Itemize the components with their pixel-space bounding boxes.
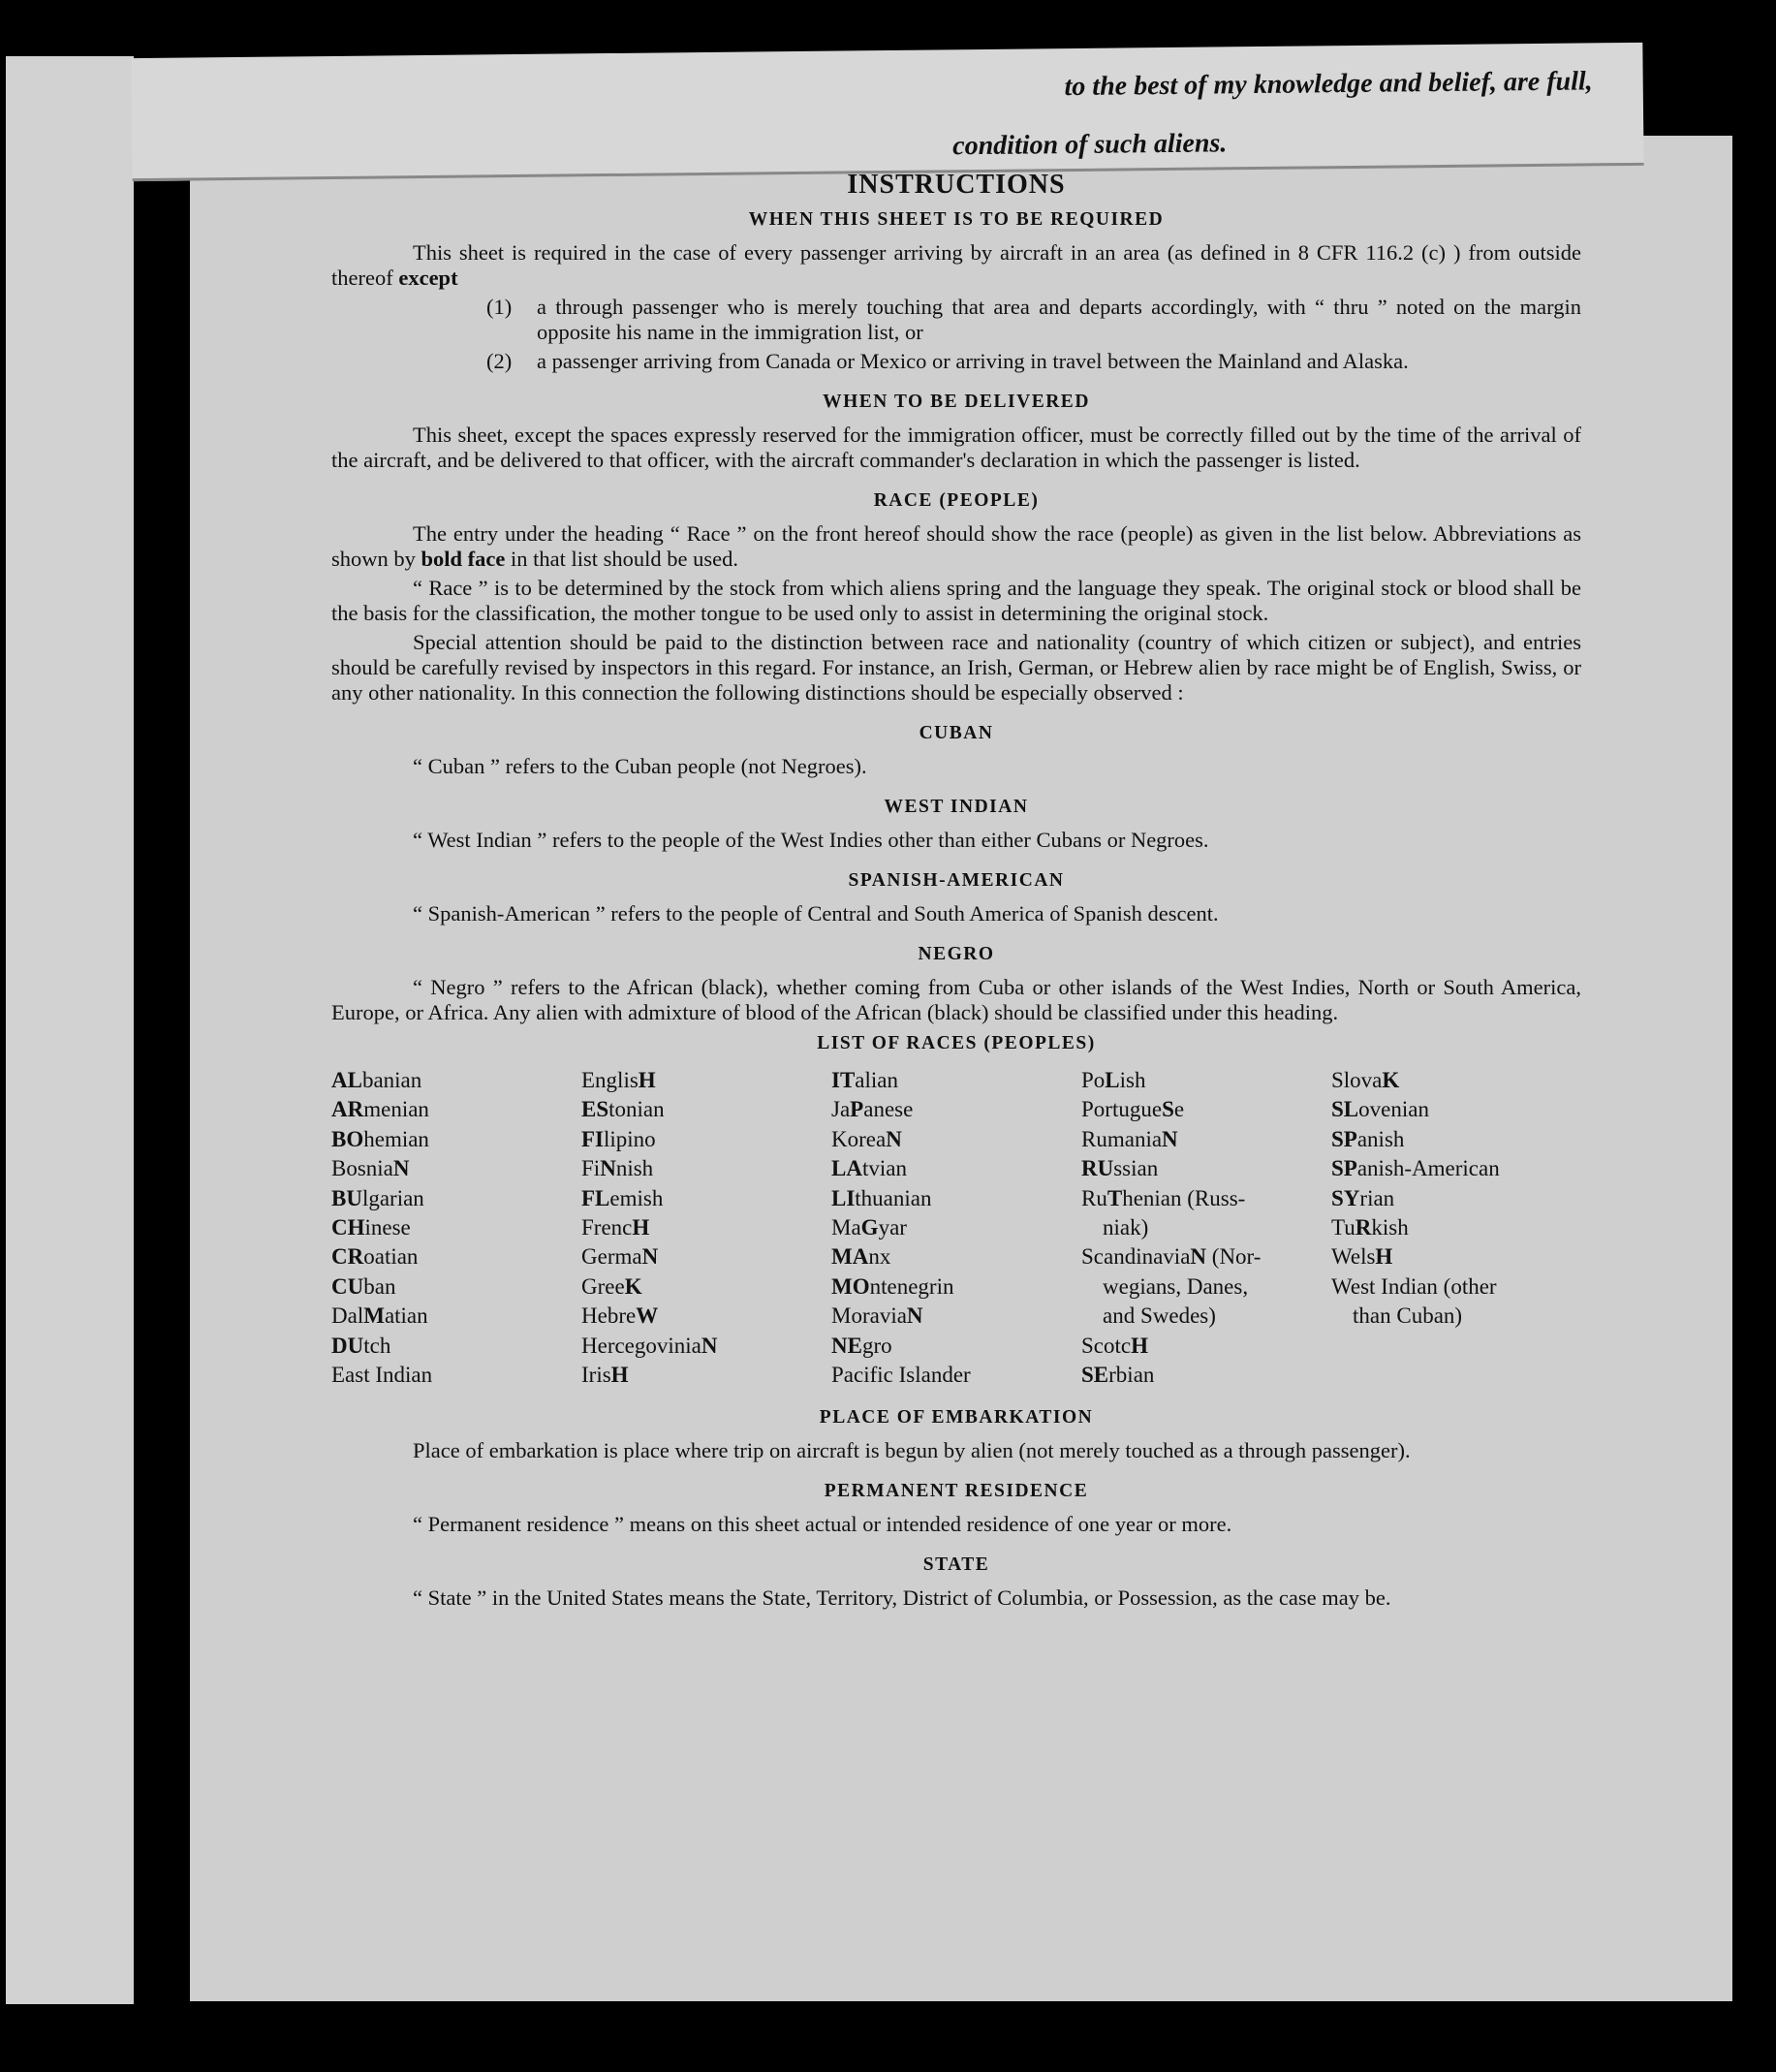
race-entry: EStonian (581, 1097, 665, 1122)
race-entry: and Swedes) (1103, 1303, 1216, 1329)
race-entry: DUtch (331, 1333, 391, 1358)
race-entry: CUban (331, 1273, 396, 1299)
race-entry: FLemish (581, 1185, 664, 1210)
race-entry: MOntenegrin (831, 1273, 954, 1299)
page-title: INSTRUCTIONS (847, 170, 1066, 200)
required-paragraph: This sheet is required in the case of every passenger arriving by aircraft in an area (as defined in 8 CFR 116.2 (c) ) from outside thereof except (331, 240, 1581, 290)
race-entry: NEgro (831, 1333, 892, 1358)
race-entry: DalMatian (331, 1303, 428, 1329)
delivered-paragraph: This sheet, except the spaces expressly reserved for the immigration officer, must be correctly filled out by the time of the arrival of the aircraft, and be delivered to that officer, with the aircraft commander's declaration in which the passenger is listed. (331, 423, 1581, 472)
race-entry: RumaniaN (1081, 1126, 1178, 1151)
race-paragraph-1: The entry under the heading “ Race ” on the front hereof should show the race (people) as given in the list below. Abbreviations as shown by bold face in that list should be used. (331, 521, 1581, 571)
race-entry: BOhemian (331, 1126, 429, 1151)
cuban-paragraph: “ Cuban ” refers to the Cuban people (not Negroes). (413, 754, 867, 778)
race-entry: wegians, Danes, (1103, 1273, 1249, 1299)
heading-delivered: WHEN TO BE DELIVERED (823, 392, 1090, 412)
race-entry: FrencH (581, 1215, 650, 1240)
race-entry: FIlipino (581, 1126, 656, 1151)
tab-line-2: condition of such aliens. (952, 128, 1228, 162)
race-entry: SPanish (1331, 1126, 1405, 1151)
race-entry: BUlgarian (331, 1185, 424, 1210)
race-entry: BosniaN (331, 1156, 410, 1181)
race-column-2 (581, 1066, 831, 1390)
item-number: (1) (486, 295, 513, 319)
race-entry: HercegoviniaN (581, 1333, 718, 1358)
race-entry: PoLish (1081, 1068, 1146, 1092)
required-item-2 (486, 349, 1581, 374)
race-entry: SlovaK (1331, 1068, 1400, 1092)
race-paragraph-3: Special attention should be paid to the distinction between race and nationality (country of which citizen or subject), and entries should be carefully revised by inspectors in this regard. For instance, an Irish, German, or Hebrew alien by race might be of English, Swiss, or any other nationality. In this connection the following distinctions should be especially observed : (331, 630, 1581, 705)
heading-embarkation: PLACE OF EMBARKATION (819, 1407, 1094, 1428)
race-entry: KoreaN (831, 1126, 902, 1151)
race-entry: SLovenian (1331, 1097, 1429, 1122)
heading-permanent-residence: PERMANENT RESIDENCE (824, 1481, 1089, 1502)
race-column-5 (1331, 1066, 1581, 1390)
race-entry: MoraviaN (831, 1303, 923, 1329)
race-entry: PortugueSe (1081, 1097, 1185, 1122)
west-indian-paragraph: “ West Indian ” refers to the people of the West Indies other than either Cubans or Negroes. (413, 828, 1209, 852)
race-entry: HebreW (581, 1303, 659, 1329)
race-entry: MAnx (831, 1244, 891, 1270)
residence-paragraph: “ Permanent residence ” means on this sheet actual or intended residence of one year or more. (413, 1512, 1232, 1537)
heading-state: STATE (922, 1554, 990, 1576)
race-entry: SYrian (1331, 1185, 1395, 1210)
spanish-american-paragraph: “ Spanish-American ” refers to the people of Central and South America of Spanish descent. (413, 901, 1219, 926)
race-entry: IrisH (581, 1363, 629, 1388)
race-entry: LIthuanian (831, 1185, 932, 1210)
heading-negro: NEGRO (918, 944, 995, 964)
race-entry: RUssian (1081, 1156, 1159, 1181)
race-entry: ScandinaviaN (Nor- (1081, 1244, 1262, 1270)
heading-spanish-american: SPANISH-AMERICAN (848, 870, 1065, 891)
heading-west-indian: WEST INDIAN (884, 797, 1029, 817)
race-entry: RuThenian (Russ- (1081, 1185, 1246, 1210)
race-entry: West Indian (other (1331, 1273, 1497, 1299)
item-number: (2) (486, 349, 513, 373)
race-entry: JaPanese (831, 1097, 914, 1122)
left-paper-strip (6, 56, 134, 2004)
race-list (331, 1066, 1581, 1390)
race-paragraph-2: “ Race ” is to be determined by the stock from which aliens spring and the language they speak. The original stock or blood shall be the basis for the classification, the mother tongue to be used only to assist in determining the original stock. (331, 576, 1581, 625)
race-entry: than Cuban) (1353, 1303, 1463, 1329)
instructions-content (331, 171, 1581, 1615)
folded-header-tab (131, 43, 1643, 181)
race-entry: MaGyar (831, 1215, 907, 1240)
race-entry: WelsH (1331, 1244, 1393, 1270)
race-entry: SErbian (1081, 1363, 1155, 1388)
race-entry: SPanish-American (1331, 1156, 1500, 1181)
race-column-3 (831, 1066, 1081, 1390)
race-entry: Pacific Islander (831, 1363, 971, 1388)
state-paragraph: “ State ” in the United States means the State, Territory, District of Columbia, or Possession, as the case may be. (413, 1585, 1391, 1611)
race-entry: East Indian (331, 1363, 433, 1388)
race-entry: FiNnish (581, 1156, 654, 1181)
race-entry: CHinese (331, 1215, 411, 1240)
race-entry: TuRkish (1331, 1215, 1409, 1240)
heading-cuban: CUBAN (919, 723, 994, 743)
item-text: a through passenger who is merely touching that area and departs accordingly, with “ thru ” noted on the margin opposite his name in the immigration list, or (537, 295, 1581, 344)
race-entry: GreeK (581, 1273, 642, 1299)
heading-required: WHEN THIS SHEET IS TO BE REQUIRED (748, 209, 1165, 230)
race-entry: LAtvian (831, 1156, 907, 1181)
heading-race: RACE (PEOPLE) (873, 490, 1040, 511)
required-item-1 (486, 295, 1581, 345)
embarkation-paragraph: Place of embarkation is place where trip on aircraft is begun by alien (not merely touched as a through passenger). (413, 1438, 1411, 1463)
race-column-1 (331, 1066, 581, 1390)
race-entry: CRoatian (331, 1244, 419, 1270)
race-entry: ITalian (831, 1068, 898, 1092)
negro-paragraph: “ Negro ” refers to the African (black), whether coming from Cuba or other islands of the West Indies, North or South America, Europe, or Africa. Any alien with admixture of blood of the African (black) should be classified under this heading. (331, 975, 1581, 1024)
tab-line-1: to the best of my knowledge and belief, are full, (1064, 66, 1593, 103)
race-entry: ARmenian (331, 1097, 429, 1122)
race-column-4 (1081, 1066, 1331, 1390)
race-entry: niak) (1103, 1215, 1149, 1240)
heading-list-of-races: LIST OF RACES (PEOPLES) (817, 1033, 1096, 1053)
race-entry: ALbanian (331, 1068, 422, 1092)
item-text: a passenger arriving from Canada or Mexico or arriving in travel between the Mainland and Alaska. (537, 349, 1409, 373)
race-entry: ScotcH (1081, 1333, 1148, 1358)
race-entry: GermaN (581, 1244, 659, 1270)
race-entry: EnglisH (581, 1068, 656, 1092)
